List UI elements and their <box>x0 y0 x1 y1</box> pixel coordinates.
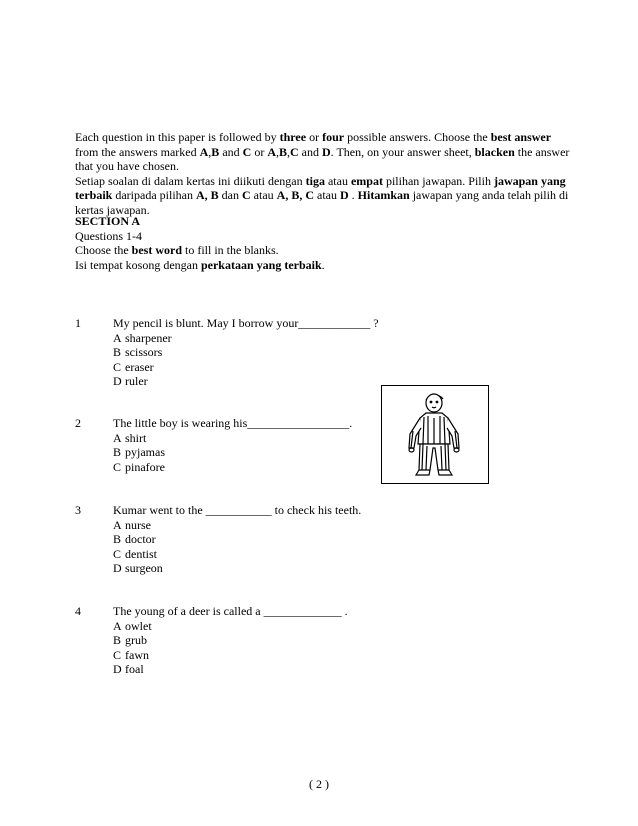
text-run: Choose the <box>75 243 132 257</box>
option-c <box>113 648 152 663</box>
section-title: SECTION A <box>75 214 141 228</box>
option-text: doctor <box>125 532 156 546</box>
text-run: to fill in the blanks. <box>182 243 279 257</box>
bold-text: C <box>241 188 251 202</box>
text-run: atau <box>250 188 277 202</box>
bold-text: best answer <box>490 130 552 144</box>
option-letter: B <box>113 345 122 359</box>
option-text: foal <box>125 662 144 676</box>
option-letter: C <box>113 546 122 561</box>
option-b <box>113 633 152 648</box>
section-header <box>75 214 570 272</box>
text-run: Each question in this paper is followed by <box>75 130 280 144</box>
option-text: shirt <box>125 430 147 445</box>
option-letter: A <box>113 517 122 532</box>
answer-options <box>113 619 152 677</box>
option-d <box>113 374 172 389</box>
option-text: surgeon <box>125 561 163 575</box>
option-text: pyjamas <box>125 445 165 459</box>
bold-text: D <box>322 144 331 159</box>
question-text: My pencil is blunt. May I borrow your____________ ? <box>113 316 379 330</box>
text-run: the answer that you have chosen. <box>75 144 570 173</box>
bold-text: C <box>290 144 299 159</box>
option-text: owlet <box>125 618 152 633</box>
bold-text: A, B <box>195 188 219 202</box>
text-run: daripada pilihan <box>112 188 196 202</box>
option-c <box>113 360 172 375</box>
text-run: . Then, on your answer sheet, <box>330 144 475 159</box>
bold-text: B <box>211 144 220 159</box>
option-d <box>113 662 152 677</box>
text-run: , <box>287 144 290 159</box>
bold-text: empat <box>350 173 383 188</box>
option-b <box>113 345 172 360</box>
option-b <box>113 532 163 547</box>
bold-text: A, B, C <box>276 188 314 202</box>
bold-text: tiga <box>305 173 325 188</box>
text-run: . <box>348 188 358 202</box>
instructions-english <box>75 130 570 174</box>
text-run: pilihan jawapan. Pilih <box>382 173 494 188</box>
option-letter: D <box>113 561 122 575</box>
section-instruction-malay <box>75 258 570 273</box>
option-a <box>113 619 152 634</box>
question-number: 3 <box>75 503 81 517</box>
text-run: atau <box>324 173 351 188</box>
option-c <box>113 460 165 475</box>
bold-text: jawapan yang terbaik <box>75 173 566 202</box>
text-run: , <box>208 144 212 159</box>
option-a <box>113 518 163 533</box>
option-text: grub <box>125 633 147 647</box>
question-number: 4 <box>75 604 81 618</box>
text-run: or <box>306 130 323 144</box>
bold-text: A <box>199 144 209 159</box>
bold-text: A <box>267 144 276 159</box>
option-letter: A <box>113 618 122 633</box>
option-text: scissors <box>125 345 163 359</box>
question-number: 1 <box>75 316 81 330</box>
option-letter: B <box>113 633 122 647</box>
option-b <box>113 445 165 460</box>
option-text: fawn <box>125 647 149 662</box>
option-letter: C <box>113 647 122 662</box>
text-run: and <box>298 144 322 159</box>
question-text: The young of a deer is called a _____________ . <box>113 604 348 618</box>
page-number: ( 2 ) <box>309 777 329 791</box>
boy-in-pyjamas-icon <box>382 386 488 483</box>
option-letter: C <box>113 359 122 374</box>
answer-options <box>113 331 172 389</box>
question-text: The little boy is wearing his_________________. <box>113 416 353 430</box>
option-text: eraser <box>125 359 154 374</box>
text-run: or <box>251 144 268 159</box>
text-run: , <box>275 144 279 159</box>
text-run: Setiap soalan di dalam kertas ini diikuti dengan <box>75 173 306 188</box>
bold-text: C <box>242 144 252 159</box>
bold-text: blacken <box>474 144 515 159</box>
section-range: Questions 1-4 <box>75 228 142 243</box>
text-run: atau <box>314 188 340 202</box>
option-text: sharpener <box>125 330 172 345</box>
text-run: Isi tempat kosong dengan <box>75 257 201 272</box>
instructions <box>75 130 570 217</box>
text-run: . <box>321 257 325 272</box>
answer-options <box>113 431 165 475</box>
text-run: and <box>219 144 243 159</box>
question-text: Kumar went to the ___________ to check his teeth. <box>113 503 362 517</box>
bold-text: three <box>279 130 307 144</box>
option-text: ruler <box>125 374 148 388</box>
option-d <box>113 561 163 576</box>
text-run: jawapan yang anda telah pilih di kertas jawapan. <box>75 188 569 217</box>
bold-text: perkataan yang terbaik <box>200 257 322 272</box>
option-text: dentist <box>125 546 157 561</box>
text-run: from the answers marked <box>75 144 200 159</box>
text-run: dan <box>218 188 242 202</box>
section-instruction-english <box>75 243 570 258</box>
option-a <box>113 431 165 446</box>
option-text: nurse <box>125 517 151 532</box>
question-number: 2 <box>75 416 81 430</box>
answer-options <box>113 518 163 576</box>
bold-text: best word <box>131 243 183 257</box>
bold-text: D <box>340 188 349 202</box>
option-letter: C <box>113 459 122 474</box>
option-letter: B <box>113 445 122 459</box>
option-letter: A <box>113 330 122 345</box>
bold-text: Hitamkan <box>357 188 410 202</box>
option-letter: D <box>113 374 122 388</box>
option-a <box>113 331 172 346</box>
option-c <box>113 547 163 562</box>
text-run: possible answers. Choose the <box>344 130 491 144</box>
bold-text: B <box>278 144 287 159</box>
instructions-malay <box>75 174 570 218</box>
option-letter: D <box>113 662 122 676</box>
option-letter: A <box>113 430 122 445</box>
boy-in-pyjamas-illustration <box>381 385 489 484</box>
option-letter: B <box>113 532 122 546</box>
option-text: pinafore <box>125 459 165 474</box>
bold-text: four <box>322 130 345 144</box>
